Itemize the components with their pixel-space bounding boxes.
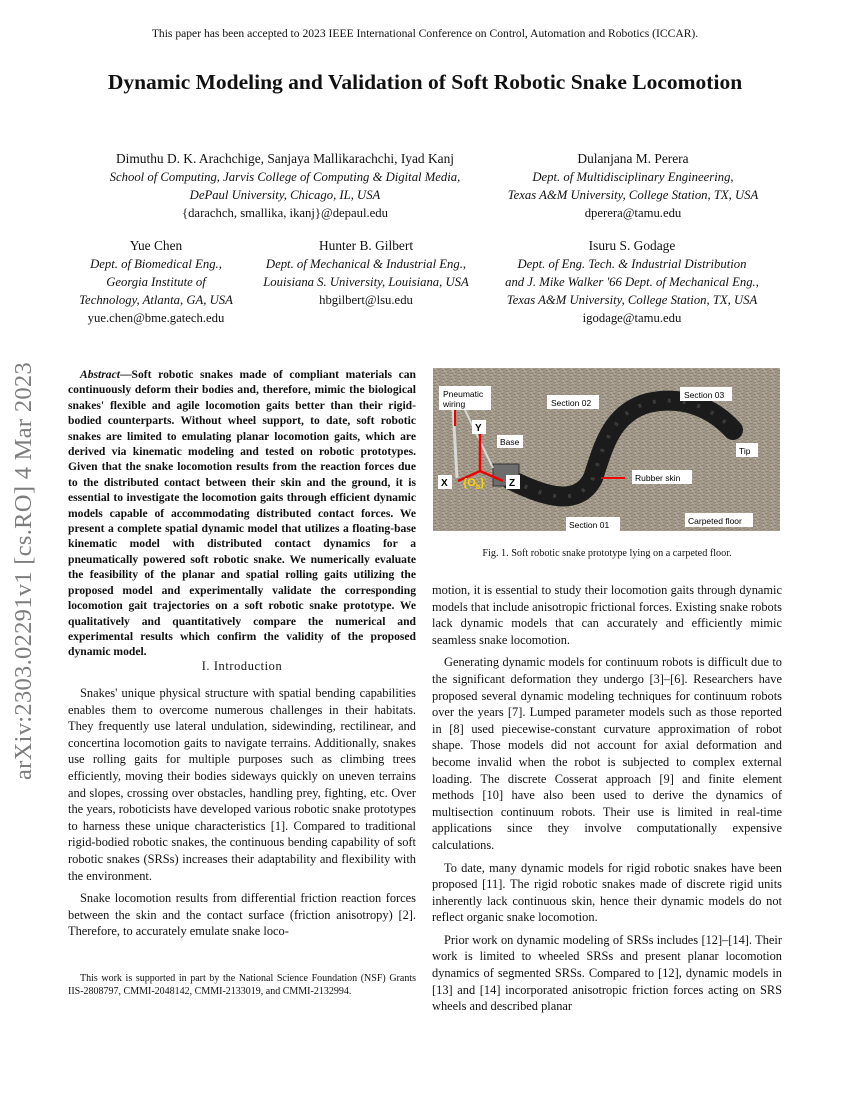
arxiv-identifier: arXiv:2303.02291v1 [cs.RO] 4 Mar 2023 [10, 361, 37, 780]
author-name: Yue Chen [129, 238, 183, 253]
author-affiliation: Texas A&M University, College Station, TX, USA [507, 188, 759, 202]
author-block-4 [244, 237, 488, 309]
author-affiliation: Dept. of Biomedical Eng., [90, 257, 222, 271]
label-base: Base [500, 437, 520, 447]
author-name: Dimuthu D. K. Arachchige, Sanjaya Mallikarachchi, Iyad Kanj [115, 151, 454, 166]
author-email: yue.chen@bme.gatech.edu [87, 311, 225, 325]
author-email: hbgilbert@lsu.edu [319, 293, 413, 307]
author-affiliation: DePaul University, Chicago, IL, USA [189, 188, 381, 202]
author-email: igodage@tamu.edu [582, 311, 682, 325]
author-affiliation: Dept. of Mechanical & Industrial Eng., [265, 257, 467, 271]
figure-1 [433, 368, 780, 531]
acceptance-notice: This paper has been accepted to 2023 IEEE International Conference on Control, Automation and Robotics (ICCAR). [151, 27, 699, 40]
paragraph: Prior work on dynamic modeling of SRSs includes [12]–[14]. Their work is limited to wheeled SRSs and present planar locomotion dynamics of segmented SRSs. Compared to [12], dynamic models in [13] and [14] incorporated anisotropic friction forces acting on SRS wheels and described planar [432, 932, 782, 1014]
author-affiliation: Georgia Institute of [106, 275, 206, 289]
paragraph: To date, many dynamic models for rigid robotic snakes have been proposed [11]. The rigid robotic snakes made of discrete rigid units inherently lack continuous skin, hence their dynamic models do not reflect organic snake locomotion. [432, 860, 782, 925]
paragraph: Snakes' unique physical structure with spatial bending capabilities enables them to overcome numerous challenges in their habitats. They frequently use lateral undulation, sidewinding, rectilinear, and concertina locomotion gaits to navigate terrains. Additionally, snakes use rolling gaits for multiple purposes such as climbing trees efficiently, moving their bodies sideways quickly on uneven terrains and slopes, crossing over obstacles, handling prey, fighting, etc. Over the years, roboticists have developed various robotic snake prototypes to harness these unique characteristics [1]. Compared to traditional rigid-bodied robotic snakes, the continuous bending capability of soft robotic snakes (SRSs) increases their adaptability and flexibility with the environment. [68, 686, 416, 883]
abstract-text: —Soft robotic snakes made of compliant materials can continuously deform their bodies and, therefore, mimic the biological snakes' flexible and agile locomotion gaits better than their rigid-bodied counterparts. Without wheel support, to date, soft robotic snakes are limited to emulating planar locomotion gaits, which are derived via kinematic modeling and tested on robotic prototypes. Given that the snake locomotion results from the reaction forces due to the distributed contact between their skin and the ground, it is essential to investigate the locomotion gaits through efficient dynamic models capable of accommodating distributed contact forces. We present a complete spatial dynamic model that utilizes a floating-base kinematic model with distributed contact dynamics for a pneumatically powered soft robotic snake. We numerically evaluate the feasibility of the planar and spatial rolling gaits utilizing the proposed model and experimentally validate the corresponding locomotion gait trajectories on a soft robotic snake prototype. We qualitatively and quantitatively compare the numerical and experimental results which confirm the validity of the proposed dynamic model. [68, 368, 416, 659]
author-affiliation: Dept. of Multidisciplinary Engineering, [532, 170, 734, 184]
author-affiliation: Texas A&M University, College Station, TX, USA [506, 293, 758, 307]
section-heading: I. Introduction [201, 659, 283, 673]
footnote: This work is supported in part by the National Science Foundation (NSF) Grants IIS-2808797, CMMI-2048142, CMMI-2133019, and CMMI-2132994. [68, 973, 416, 997]
paragraph: Snake locomotion results from differential friction reaction forces between the skin and the contact surface (friction anisotropy) [2]. Therefore, to accurately emulate snake loco- [68, 891, 416, 939]
abstract [68, 367, 416, 660]
label-origin: $\{O_b\}$ [463, 477, 485, 491]
author-name: Dulanjana M. Perera [577, 151, 689, 166]
label-axis-y: Y [475, 423, 482, 434]
snake-photo [433, 368, 780, 531]
figure-caption: Fig. 1. Soft robotic snake prototype lying on a carpeted floor. [482, 548, 732, 559]
label-axis-x: X [441, 478, 448, 489]
abstract-label: Abstract [80, 368, 120, 381]
author-name: Hunter B. Gilbert [318, 238, 414, 253]
author-block-5 [482, 237, 782, 327]
author-block-1 [80, 150, 490, 222]
label-tip: Tip [739, 446, 751, 456]
author-email: dperera@tamu.edu [584, 206, 682, 220]
label-wiring: wiring [443, 399, 466, 409]
author-name: Isuru S. Godage [588, 238, 676, 253]
label-carpeted-floor: Carpeted floor [688, 516, 742, 526]
paper-title: Dynamic Modeling and Validation of Soft Robotic Snake Locomotion [107, 70, 743, 94]
paragraph: motion, it is essential to study their locomotion gaits through dynamic models that include anisotropic frictional forces. Existing snake robots lack dynamic models that can accurately and efficiently mimic seamless snake locomotion. [432, 583, 782, 647]
paragraph: Generating dynamic models for continuum robots is difficult due to the significant deformation they undergo [3]–[6]. Researchers have proposed several dynamic modeling techniques for continuum robots over the years [7]. Lumped parameter models such as those reported in [8] used piecewise-constant curvature approximation of robot shape. Those models did not account for axial deformation and become invalid when the robot is subjected to complex external loading. The discrete Cosserat approach [9] and finite element methods [10] have also been used to derive the dynamics of multisection continuum robots. Their use is limited in real-time applications since they involve computationally expensive calculations. [432, 655, 782, 852]
label-pneumatic: Pneumatic [443, 389, 484, 399]
label-section-02: Section 02 [551, 398, 592, 408]
author-affiliation: Louisiana S. University, Louisiana, USA [263, 275, 469, 289]
label-section-01: Section 01 [569, 520, 610, 530]
author-block-3 [62, 237, 250, 327]
label-axis-z: Z [509, 478, 516, 489]
author-email: {darachch, smallika, ikanj}@depaul.edu [182, 206, 388, 220]
author-block-2 [488, 150, 778, 222]
author-affiliation: Technology, Atlanta, GA, USA [79, 293, 233, 307]
label-section-03: Section 03 [684, 390, 725, 400]
author-affiliation: School of Computing, Jarvis College of Computing & Digital Media, [109, 170, 461, 184]
arxiv-stamp [4, 300, 44, 780]
author-affiliation: and J. Mike Walker '66 Dept. of Mechanical Eng., [505, 275, 759, 289]
label-rubber-skin: Rubber skin [635, 473, 681, 483]
intro-right-column [432, 582, 782, 1015]
author-affiliation: Dept. of Eng. Tech. & Industrial Distribution [517, 257, 747, 271]
intro-left-column [68, 685, 416, 940]
